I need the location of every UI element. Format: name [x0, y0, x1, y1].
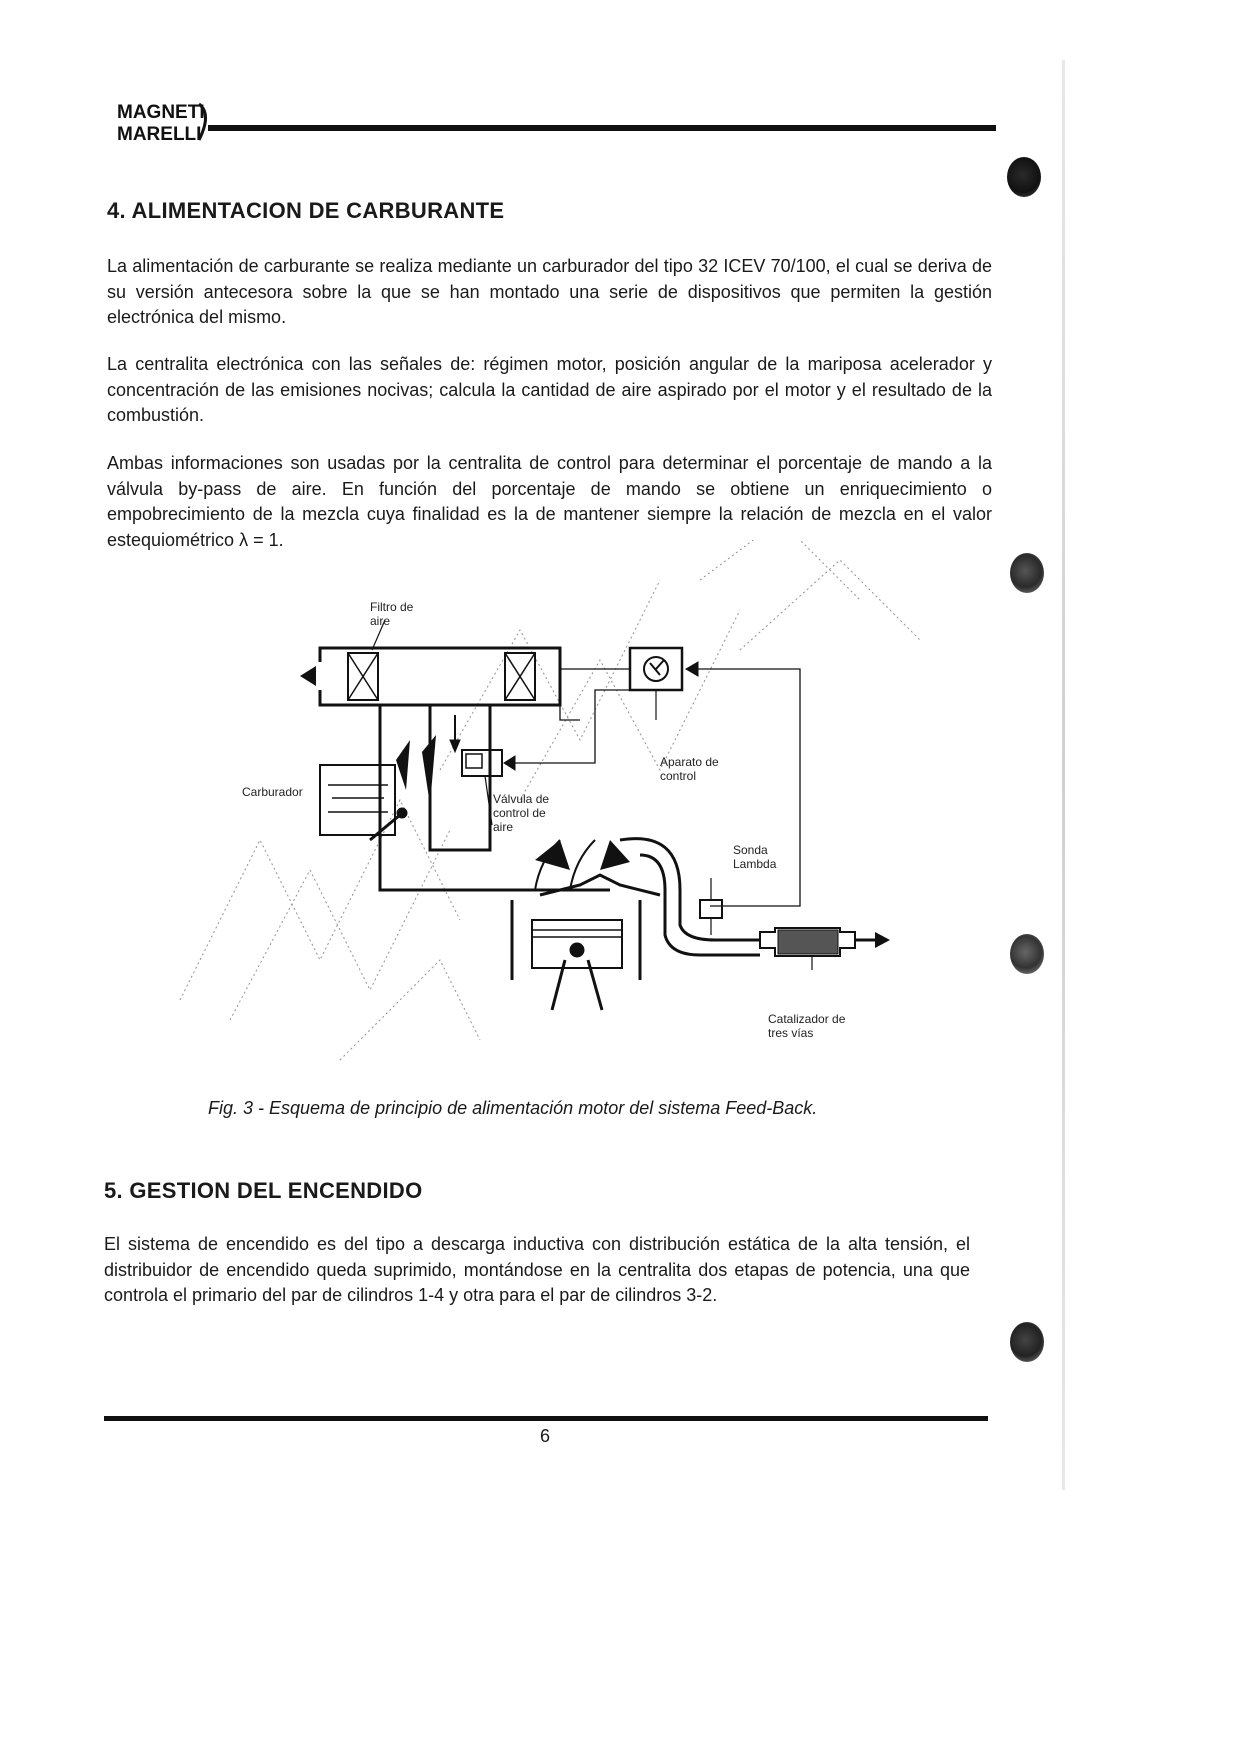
- punch-hole-2: [1010, 553, 1044, 593]
- throttle-flap-2: [422, 735, 436, 805]
- label-sonda-lambda: Sonda Lambda: [733, 843, 777, 871]
- punch-hole-3: [1010, 934, 1044, 974]
- engine-cylinder: [512, 840, 660, 1010]
- section-4-title: 4. ALIMENTACION DE CARBURANTE: [107, 198, 505, 223]
- label-aparato-de-control: Aparato de control: [660, 755, 719, 783]
- punch-hole-1: [1007, 157, 1041, 197]
- air-filter: [320, 620, 560, 705]
- throttle-flap-1: [396, 740, 410, 790]
- section-4-paragraph-3: Ambas informaciones son usadas por la centralita de control para determinar el porcentaje de mando a la válvula by-pass de aire. En función del porcentaje de mando se obtiene un enriquecimiento o empobrecimiento de la mezcla cuya finalidad es la de mantener siempre la relación de mezcla en el valor estequiométrico λ = 1.: [107, 453, 992, 550]
- label-valvula-control-aire: Válvula de control de aire: [493, 792, 550, 834]
- footer-rule: [104, 1416, 988, 1421]
- header-rule: [208, 125, 996, 131]
- label-filtro-de-aire: Filtro de aire: [370, 600, 414, 628]
- section-4-paragraph-2: La centralita electrónica con las señales de: régimen motor, posición angular de la mariposa acelerador y concentración de las emisiones nocivas; calcula la cantidad de aire aspirado por el motor y el resultado de la combustión.: [107, 354, 992, 425]
- svg-text:MAGNETI: MAGNETI: [117, 102, 205, 123]
- air-inlet-arrow: [300, 666, 316, 686]
- section-5-title: 5. GESTION DEL ENCENDIDO: [104, 1178, 423, 1203]
- catalyst-core: [778, 930, 838, 954]
- magneti-marelli-logo: [113, 98, 213, 146]
- page-number: 6: [539, 1426, 550, 1446]
- section-5-paragraph: El sistema de encendido es del tipo a descarga inductiva con distribución estática de la alta tensión, el distribuidor de encendido queda suprimido, montándose en la centralita dos etapas de potencia, una que controla el primario del par de cilindros 1-4 y otra para el par de cilindros 3-2.: [104, 1234, 970, 1305]
- exhaust-outlet-arrow: [875, 932, 890, 948]
- sheet-edge: [1062, 60, 1065, 1490]
- intake-valve: [535, 840, 570, 870]
- exhaust-valve: [600, 840, 630, 870]
- label-carburador: Carburador: [242, 785, 303, 799]
- control-unit: [630, 648, 698, 720]
- svg-text:MARELLI: MARELLI: [117, 124, 202, 145]
- figure-caption: Fig. 3 - Esquema de principio de alimentación motor del sistema Feed-Back.: [208, 1098, 818, 1118]
- section-4-paragraph-1: La alimentación de carburante se realiza mediante un carburador del tipo 32 ICEV 70/100, el cual se deriva de su versión antecesora sobre la que se han montado una serie de dispositivos que permiten la gestión electrónica del mismo.: [107, 256, 992, 327]
- label-catalizador: Catalizador de tres vías: [768, 1012, 846, 1040]
- punch-hole-4: [1010, 1322, 1044, 1362]
